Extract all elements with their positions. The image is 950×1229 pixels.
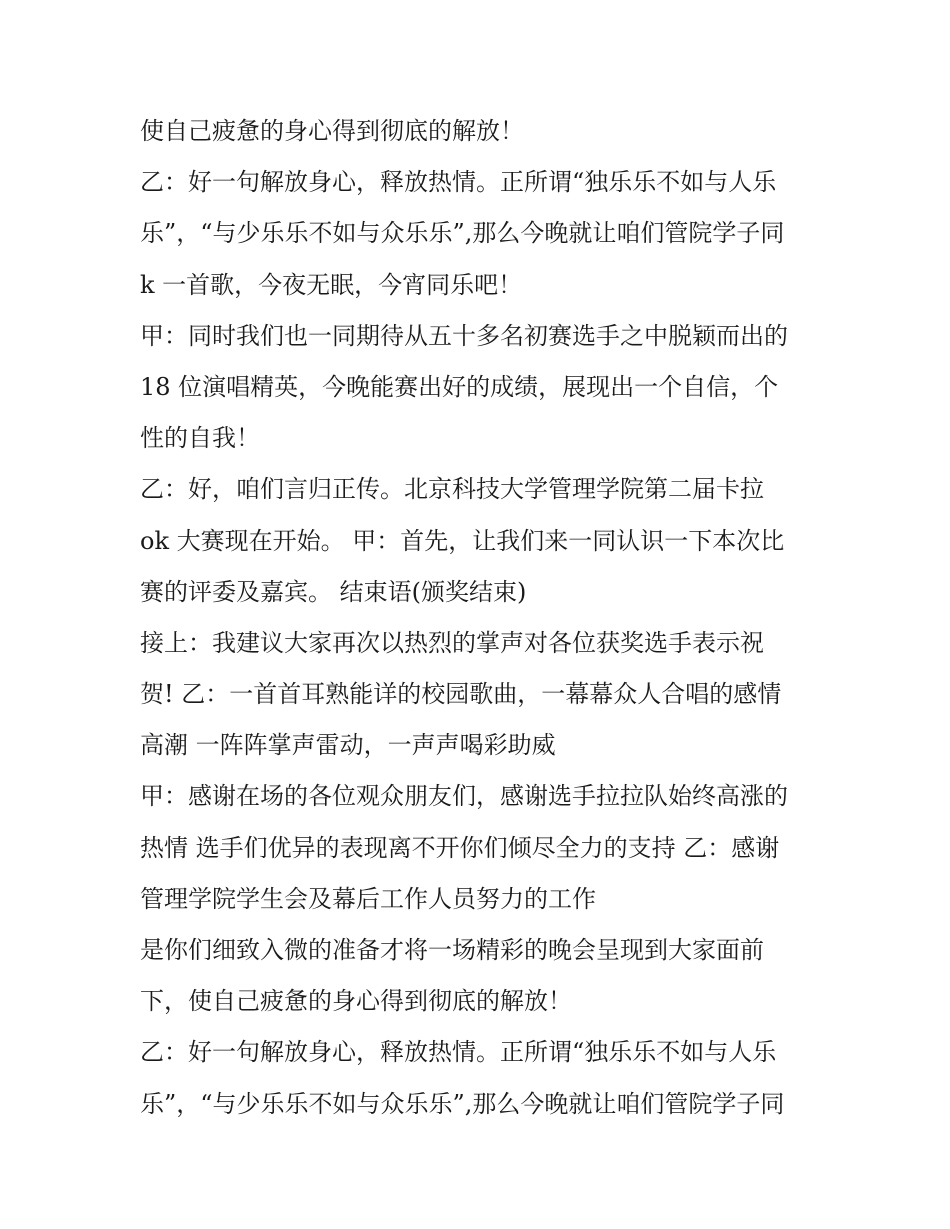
text-line: 18 位演唱精英，今晚能赛出好的成绩，展现出一个自信，个 <box>140 372 779 401</box>
text-line: k 一首歌，今夜无眠，今宵同乐吧！ <box>140 270 523 299</box>
text-line: 乙：好，咱们言归正传。北京科技大学管理学院第二届卡拉 <box>140 475 764 504</box>
text-line: 接上：我建议大家再次以热烈的掌声对各位获奖选手表示祝 <box>140 628 764 657</box>
text-line: 是你们细致入微的准备才将一场精彩的晚会呈现到大家面前 <box>140 936 764 964</box>
text-line: 甲：感谢在场的各位观众朋友们，感谢选手拉拉队始终高涨的 <box>140 782 788 811</box>
text-line: 使自己疲惫的身心得到彻底的解放！ <box>140 117 524 145</box>
text-line: 高潮 一阵阵掌声雷动，一声声喝彩助威 <box>140 731 556 760</box>
text-line: 乐”，“与少乐乐不如与众乐乐”,那么今晚就让咱们管院学子同 <box>140 219 785 248</box>
text-line: 下，使自己疲惫的身心得到彻底的解放！ <box>140 987 572 1016</box>
text-line: ok 大赛现在开始。 甲：首先，让我们来一同认识一下本次比 <box>140 526 785 555</box>
text-line: 乐”，“与少乐乐不如与众乐乐”,那么今晚就让咱们管院学子同 <box>140 1089 785 1118</box>
text-line: 乙：好一句解放身心，释放热情。正所谓“独乐乐不如与人乐 <box>140 168 777 197</box>
text-line: 乙：好一句解放身心，释放热情。正所谓“独乐乐不如与人乐 <box>140 1038 777 1067</box>
text-line: 贺! 乙：一首首耳熟能详的校园歌曲，一幕幕众人合唱的感情 <box>140 680 782 709</box>
text-line: 性的自我！ <box>140 424 260 453</box>
body-text <box>140 106 830 1130</box>
text-line: 管理学院学生会及幕后工作人员努力的工作 <box>140 884 596 913</box>
text-line: 热情 选手们优异的表现离不开你们倾尽全力的支持 乙：感谢 <box>140 833 780 862</box>
text-line: 甲：同时我们也一同期待从五十多名初赛选手之中脱颖而出的 <box>140 321 788 350</box>
text-line: 赛的评委及嘉宾。 结束语(颁奖结束) <box>140 577 527 606</box>
